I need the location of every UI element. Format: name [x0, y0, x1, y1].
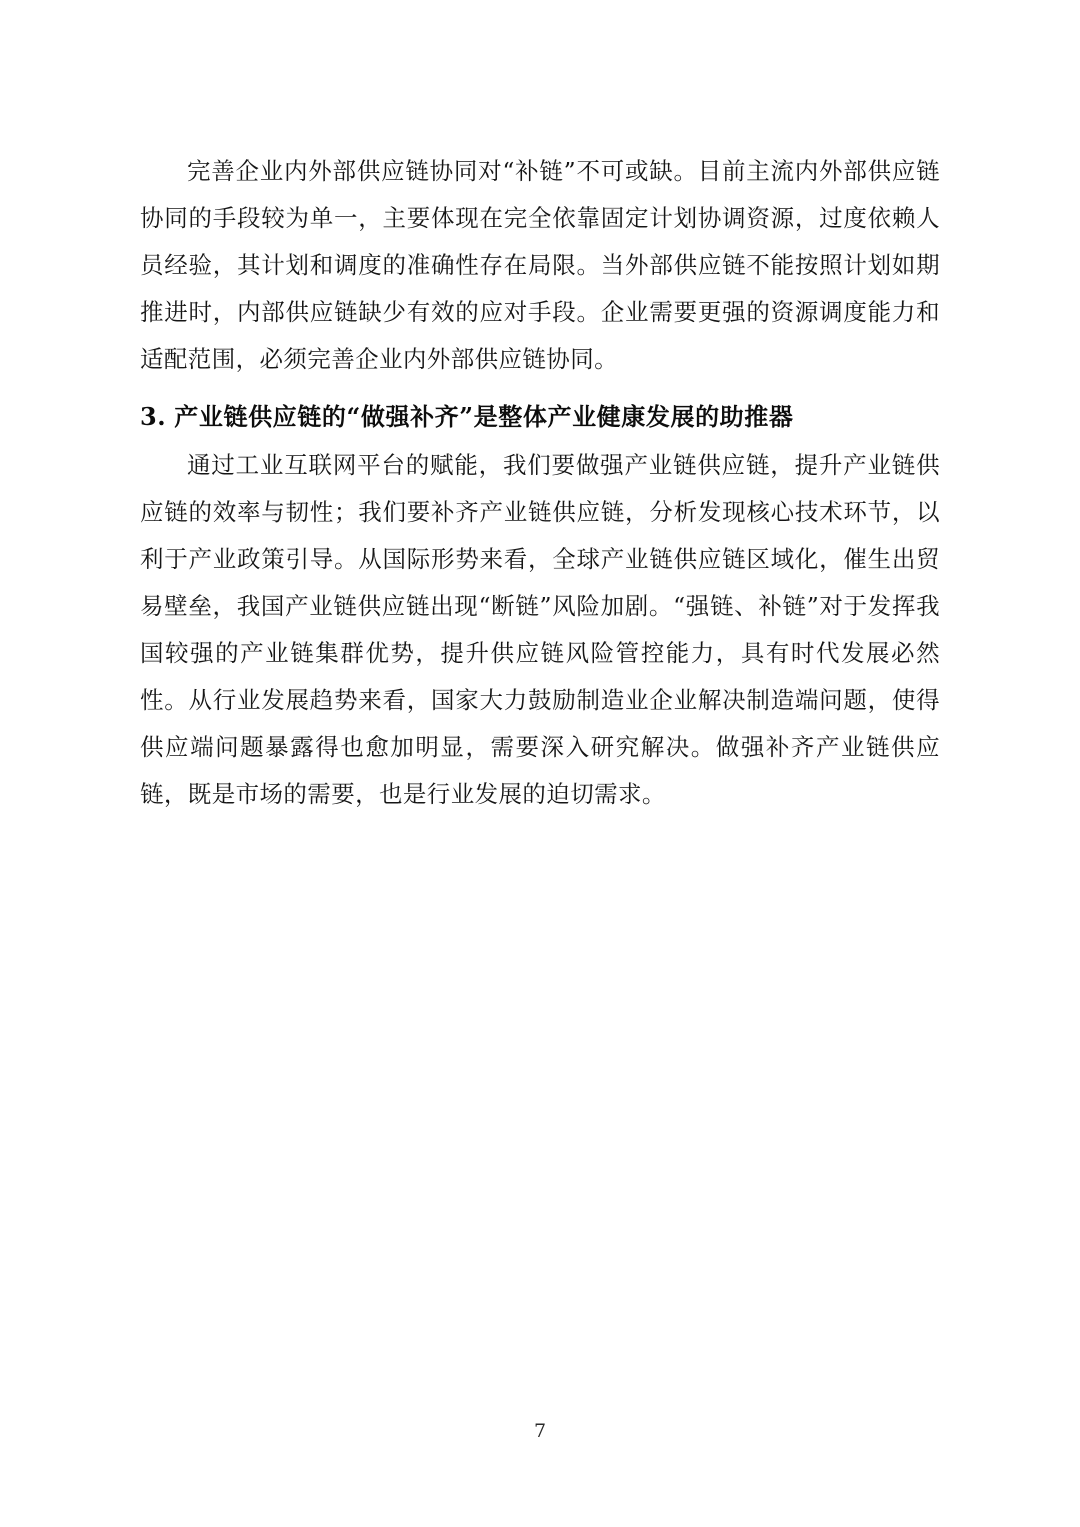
section-heading-3 [140, 393, 940, 440]
paragraph-supply-chain-collaboration: 完善企业内外部供应链协同对“补链”不可或缺。目前主流内外部供应链协同的手段较为单一，主要体现在完全依靠固定计划协调资源，过度依赖人员经验，其计划和调度的准确性存在局限。当外部供应链不能按照计划如期推进时，内部供应链缺少有效的应对手段。企业需要更强的资源调度能力和适配范围，必须完善企业内外部供应链协同。 [140, 157, 940, 373]
section-heading-number: 3. [140, 402, 167, 431]
section-heading-text: 产业链供应链的“做强补齐”是整体产业健康发展的助推器 [174, 402, 794, 431]
paragraph-industrial-chain-strengthening: 通过工业互联网平台的赋能，我们要做强产业链供应链，提升产业链供应链的效率与韧性；我们要补齐产业链供应链，分析发现核心技术环节，以利于产业政策引导。从国际形势来看，全球产业链供应链区域化，催生出贸易壁垒，我国产业链供应链出现“断链”风险加剧。“强链、补链”对于发挥我国较强的产业链集群优势，提升供应链风险管控能力，具有时代发展必然性。从行业发展趋势来看，国家大力鼓励制造业企业解决制造端问题，使得供应端问题暴露得也愈加明显，需要深入研究解决。做强补齐产业链供应链，既是市场的需要，也是行业发展的迫切需求。 [140, 451, 940, 808]
page-footer [0, 1420, 1080, 1442]
page-content [140, 148, 940, 820]
page-number: 7 [533, 1420, 547, 1442]
